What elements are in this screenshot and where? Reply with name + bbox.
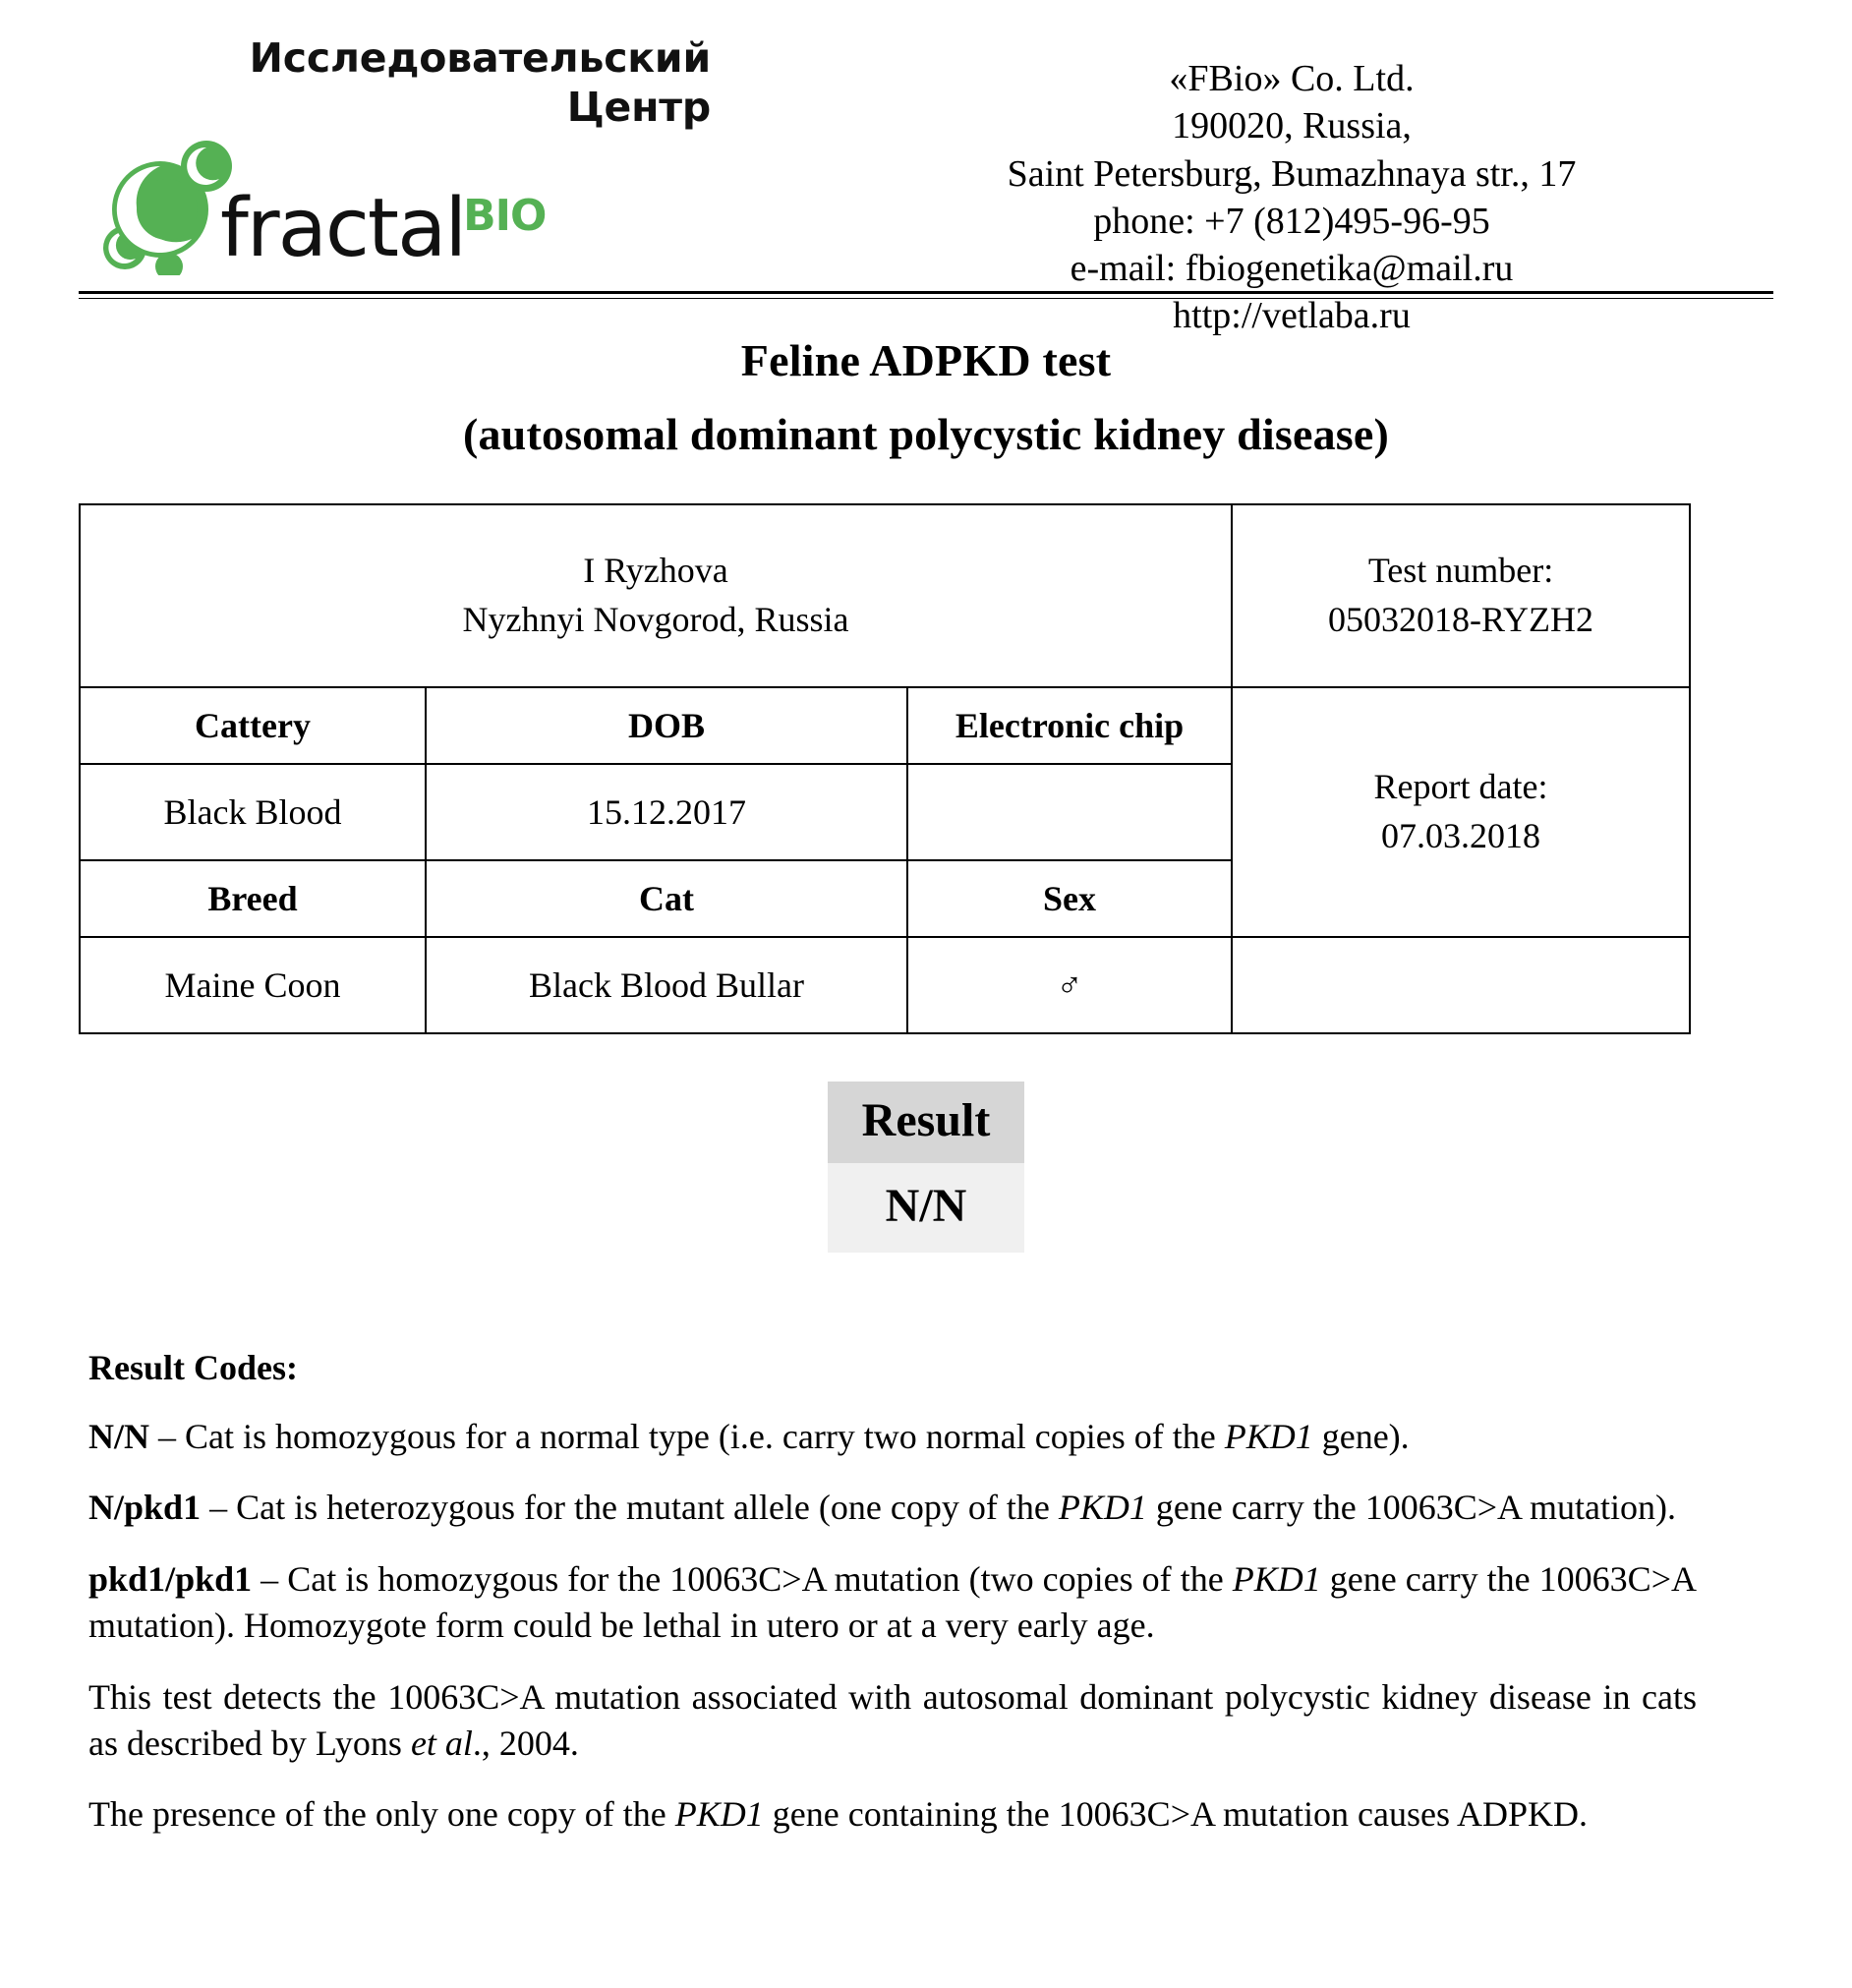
logo-wordmark-text: fractal <box>220 182 466 276</box>
result-code-entry-nn <box>88 1414 1697 1460</box>
logo <box>79 138 845 275</box>
contact-line-email: e-mail: fbiogenetika@mail.ru <box>1070 248 1514 289</box>
report-date-cell <box>1232 687 1690 937</box>
table-row-headers-1 <box>80 687 1690 764</box>
code-text-a-pkd1pkd1: Cat is homozygous for the 10063C>A mutation (two copies of the <box>287 1559 1233 1600</box>
note-adpkd-cause <box>88 1791 1697 1838</box>
result-code-entry-npkd1 <box>88 1485 1697 1531</box>
test-number-label: Test number: <box>1367 551 1554 591</box>
page-subtitle: (autosomal dominant polycystic kidney disease) <box>462 409 1390 459</box>
note2-gene-name: PKD1 <box>674 1794 764 1835</box>
note-text-b: ., 2004. <box>472 1723 579 1763</box>
report-date-value: 07.03.2018 <box>1381 816 1541 855</box>
contact-line-postal: 190020, Russia, <box>1172 105 1412 147</box>
contact-line-address: Saint Petersburg, Bumazhnaya str., 17 <box>1007 152 1577 195</box>
result-codes-heading: Result Codes: <box>88 1347 298 1387</box>
note-mutation-reference <box>88 1674 1697 1767</box>
code-dash-npkd1: – <box>201 1488 237 1528</box>
code-text-b-npkd1: gene carry the 10063C>A mutation). <box>1146 1488 1676 1528</box>
result-header: Result <box>828 1082 1024 1163</box>
header-cat: Cat <box>426 860 907 937</box>
owner-location: Nyzhnyi Novgorod, Russia <box>462 600 849 639</box>
result-box <box>828 1082 1024 1253</box>
contact-line-website: http://vetlaba.ru <box>1173 295 1411 337</box>
page-title: Feline ADPKD test <box>740 335 1112 385</box>
note-text-a: This test detects the 10063C>A mutation associated with autosomal dominant polycystic kidney disease in cats as described by Lyons <box>88 1676 1697 1763</box>
organization-name <box>79 33 845 132</box>
note-et-al: et al <box>410 1723 473 1763</box>
report-date-label: Report date: <box>1373 767 1548 807</box>
code-dash-pkd1pkd1: – <box>252 1559 288 1600</box>
code-dash-nn: – <box>149 1416 185 1456</box>
header-electronic-chip: Electronic chip <box>907 687 1232 764</box>
logo-wordmark-bio: BIO <box>463 191 547 242</box>
header-cattery: Cattery <box>80 687 426 764</box>
value-electronic-chip <box>907 764 1232 860</box>
code-label-pkd1pkd1: pkd1/pkd1 <box>88 1559 253 1600</box>
table-row-values-2 <box>80 937 1690 1033</box>
test-number-value: 05032018-RYZH2 <box>1328 600 1594 639</box>
code-label-npkd1: N/pkd1 <box>88 1488 202 1528</box>
fractal-logo-icon <box>98 138 236 275</box>
value-breed: Maine Coon <box>80 937 426 1033</box>
organization-name-line1: Исследовательский <box>249 34 711 82</box>
code-text-b-nn: gene). <box>1312 1416 1410 1456</box>
gene-name-npkd1: PKD1 <box>1058 1488 1147 1528</box>
table-row-owner <box>80 504 1690 687</box>
code-text-a-npkd1: Cat is heterozygous for the mutant allele (one copy of the <box>236 1488 1059 1528</box>
owner-cell <box>80 504 1232 687</box>
value-dob: 15.12.2017 <box>426 764 907 860</box>
contact-line-phone: phone: +7 (812)495-96-95 <box>1093 200 1490 242</box>
branding-block <box>79 33 845 275</box>
organization-name-line2: Центр <box>566 84 711 132</box>
result-code-entry-pkd1pkd1 <box>88 1556 1697 1649</box>
header-dob: DOB <box>426 687 907 764</box>
header-sex: Sex <box>907 860 1232 937</box>
contact-line-company: «FBio» Co. Ltd. <box>1169 58 1415 99</box>
value-cattery: Black Blood <box>80 764 426 860</box>
header-breed: Breed <box>80 860 426 937</box>
code-text-b-pkd1pkd1: gene carry the 10063C>A mutation). Homozygote form could be lethal in utero or at a very early age. <box>88 1559 1697 1645</box>
result-value: N/N <box>828 1163 1024 1253</box>
code-text-a-nn: Cat is homozygous for a normal type (i.e. carry two normal copies of the <box>185 1416 1225 1456</box>
note2-text-b: gene containing the 10063C>A mutation causes ADPKD. <box>763 1794 1588 1835</box>
empty-cell-bottom-right <box>1232 937 1690 1033</box>
test-number-cell <box>1232 504 1690 687</box>
code-label-nn: N/N <box>88 1416 149 1456</box>
value-cat: Black Blood Bullar <box>426 937 907 1033</box>
gene-name-nn: PKD1 <box>1224 1416 1313 1456</box>
logo-wordmark <box>220 182 548 276</box>
gene-name-pkd1pkd1: PKD1 <box>1232 1559 1321 1600</box>
result-section <box>79 1082 1773 1253</box>
contact-block <box>845 33 1773 340</box>
patient-info-table <box>79 503 1691 1034</box>
value-sex-symbol-icon: ♂ <box>907 937 1232 1033</box>
owner-name: I Ryzhova <box>583 551 728 591</box>
document-header <box>79 0 1773 337</box>
note2-text-a: The presence of the only one copy of the <box>88 1794 675 1835</box>
